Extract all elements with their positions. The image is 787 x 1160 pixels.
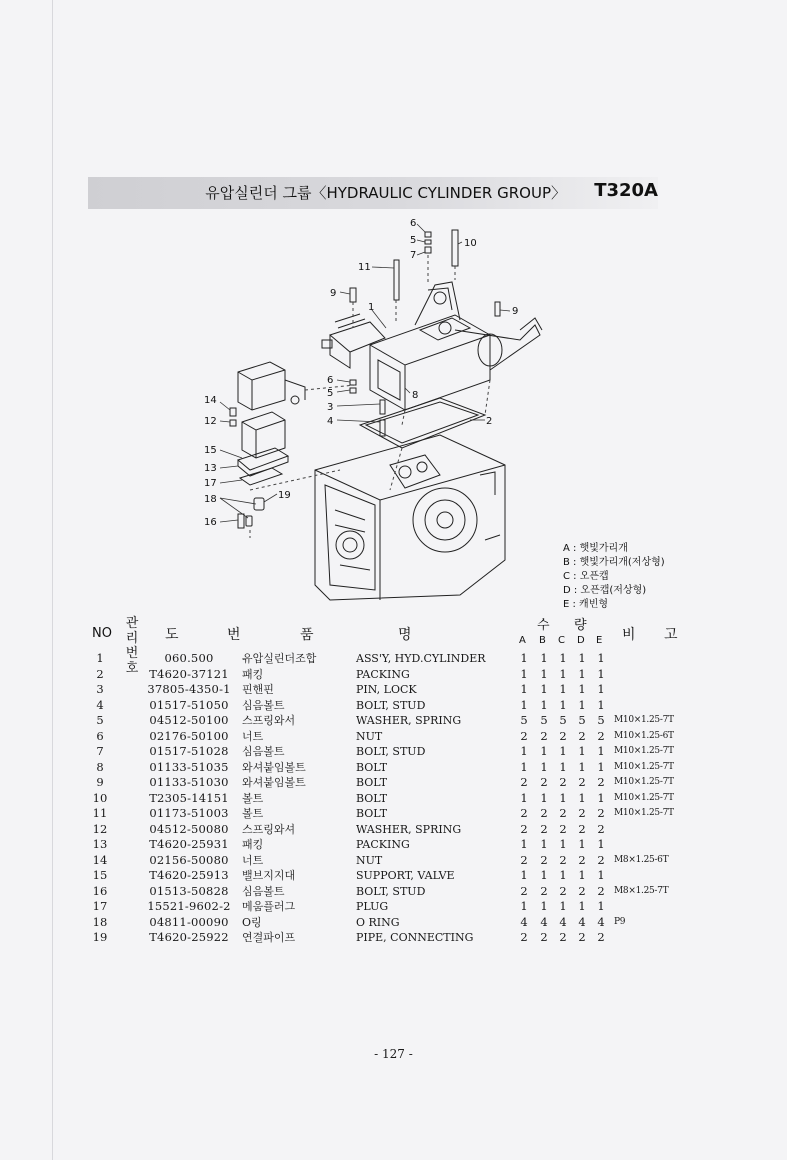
row-qty-e: 1 xyxy=(597,666,605,681)
row-qty-b: 2 xyxy=(540,930,548,944)
row-no: 5 xyxy=(96,713,104,727)
row-no: 13 xyxy=(92,837,108,851)
row-qty-e: 1 xyxy=(597,697,605,712)
row-qty-d: 2 xyxy=(578,821,586,836)
row-korean-name: O링 xyxy=(242,915,262,929)
row-qty-a: 2 xyxy=(520,883,528,898)
row-qty-e: 2 xyxy=(597,930,605,944)
row-qty-e: 1 xyxy=(597,790,605,805)
header-no: NO xyxy=(92,626,112,641)
row-qty-a: 2 xyxy=(520,806,528,820)
row-qty-b: 1 xyxy=(540,682,548,696)
row-qty-d: 2 xyxy=(578,728,586,743)
row-drawing-code: 02176-50100 xyxy=(149,728,229,743)
row-qty-b: 1 xyxy=(540,651,548,665)
row-qty-a: 1 xyxy=(520,837,528,851)
header-part-name-1: 품 xyxy=(300,627,314,643)
row-korean-name: 심음볼트 xyxy=(242,745,285,758)
row-drawing-code: 37805-4350-1 xyxy=(147,682,231,696)
row-qty-c: 1 xyxy=(559,744,567,758)
row-no: 19 xyxy=(92,930,108,944)
row-qty-b: 2 xyxy=(540,728,548,743)
callout-8: 8 xyxy=(412,390,419,401)
callout-11: 11 xyxy=(358,262,371,273)
row-qty-e: 1 xyxy=(597,759,605,774)
row-qty-a: 1 xyxy=(520,651,528,665)
row-qty-c: 1 xyxy=(559,837,567,851)
legend-item-e: E : 캐빈형 xyxy=(563,599,609,610)
row-english-name: NUT xyxy=(356,853,383,867)
row-remarks: M10×1.25-7T xyxy=(614,746,674,756)
row-qty-a: 1 xyxy=(520,697,528,712)
row-no: 9 xyxy=(96,775,104,789)
row-qty-c: 2 xyxy=(559,806,567,820)
page-number: - 127 - xyxy=(374,1047,413,1061)
row-qty-d: 1 xyxy=(578,697,586,712)
table-row xyxy=(0,682,787,698)
row-english-name: BOLT xyxy=(356,760,388,774)
row-qty-d: 5 xyxy=(578,713,586,727)
row-qty-b: 2 xyxy=(540,775,548,789)
row-remarks: M10×1.25-7T xyxy=(614,792,674,803)
bolts-drawing xyxy=(230,230,500,528)
row-english-name: BOLT, STUD xyxy=(356,698,426,712)
row-qty-e: 2 xyxy=(597,728,605,743)
model-legend xyxy=(563,542,665,612)
row-qty-a: 1 xyxy=(520,790,528,805)
row-qty-d: 1 xyxy=(578,682,586,696)
header-quantity-1: 수 xyxy=(537,618,550,633)
row-english-name: WASHER, SPRING xyxy=(356,714,462,727)
row-korean-name: 심음볼트 xyxy=(242,884,285,898)
row-qty-c: 1 xyxy=(559,651,567,665)
row-drawing-code: 01517-51050 xyxy=(149,697,229,712)
section-banner xyxy=(88,177,658,209)
row-qty-c: 2 xyxy=(559,883,567,898)
row-qty-b: 5 xyxy=(540,713,548,727)
section-title: 유압실린더 그룹〈HYDRAULIC CYLINDER GROUP〉 xyxy=(205,184,566,202)
row-qty-e: 2 xyxy=(597,821,605,836)
row-drawing-code: T2305-14151 xyxy=(149,790,229,805)
table-row xyxy=(0,791,787,807)
row-english-name: PLUG xyxy=(356,900,389,913)
row-qty-a: 1 xyxy=(520,666,528,681)
row-qty-e: 1 xyxy=(597,868,605,882)
row-qty-c: 2 xyxy=(559,821,567,836)
row-qty-d: 1 xyxy=(578,666,586,681)
row-qty-e: 5 xyxy=(597,713,605,727)
row-remarks: M10×1.25-7T xyxy=(614,808,674,818)
row-qty-c: 2 xyxy=(559,852,567,867)
row-qty-e: 1 xyxy=(597,682,605,696)
row-qty-a: 4 xyxy=(520,914,528,929)
row-qty-c: 2 xyxy=(559,775,567,789)
row-drawing-code: T4620-25931 xyxy=(149,837,229,851)
row-qty-b: 1 xyxy=(540,837,548,851)
table-row xyxy=(0,729,787,745)
row-qty-d: 1 xyxy=(578,837,586,851)
header-quantity-2: 량 xyxy=(574,618,587,633)
callout-10: 10 xyxy=(464,238,477,249)
row-qty-b: 1 xyxy=(540,868,548,882)
row-qty-e: 2 xyxy=(597,775,605,789)
row-qty-d: 1 xyxy=(578,790,586,805)
row-remarks: M10×1.25-7T xyxy=(614,777,674,787)
row-qty-a: 1 xyxy=(520,899,528,913)
row-qty-c: 1 xyxy=(559,759,567,774)
row-korean-name: 와셔붙임볼트 xyxy=(242,760,306,774)
row-english-name: BOLT xyxy=(356,807,388,820)
row-qty-b: 4 xyxy=(540,914,548,929)
parts-table-body xyxy=(0,651,787,946)
hydraulic-cylinder-drawing xyxy=(322,282,542,410)
table-row xyxy=(0,698,787,714)
row-qty-a: 2 xyxy=(520,728,528,743)
row-korean-name: 유압실린더조합 xyxy=(242,652,317,665)
valve-assembly-drawing xyxy=(238,362,305,526)
row-drawing-code: 01133-51035 xyxy=(149,759,229,774)
row-drawing-code: 04512-50100 xyxy=(149,713,229,727)
row-english-name: NUT xyxy=(356,729,383,743)
callout-6a: 6 xyxy=(410,218,417,229)
callout-5b: 5 xyxy=(327,388,334,399)
header-remarks: 비 고 xyxy=(622,627,690,643)
header-part-name-2: 명 xyxy=(398,627,412,643)
row-qty-c: 1 xyxy=(559,697,567,712)
row-qty-d: 1 xyxy=(578,744,586,758)
row-qty-c: 2 xyxy=(559,728,567,743)
row-remarks: P9 xyxy=(614,916,626,927)
row-qty-a: 2 xyxy=(520,821,528,836)
table-row xyxy=(0,651,787,667)
callout-18: 18 xyxy=(204,494,217,505)
row-no: 11 xyxy=(92,806,108,820)
row-korean-name: 패킹 xyxy=(242,838,264,851)
row-english-name: O RING xyxy=(356,915,400,929)
callout-5a: 5 xyxy=(410,235,417,246)
row-no: 1 xyxy=(96,651,104,665)
row-remarks: M10×1.25-7T xyxy=(614,715,674,725)
callout-12: 12 xyxy=(204,416,217,427)
callout-13: 13 xyxy=(204,463,217,474)
row-qty-b: 2 xyxy=(540,883,548,898)
header-col-a: A xyxy=(519,635,526,646)
row-qty-e: 1 xyxy=(597,899,605,913)
header-col-c: C xyxy=(558,635,565,646)
table-row xyxy=(0,915,787,931)
callout-7a: 7 xyxy=(410,250,417,261)
row-drawing-code: 060.500 xyxy=(164,651,214,665)
legend-item-a: A : 햇빛가리개 xyxy=(563,543,628,554)
row-drawing-code: T4620-25922 xyxy=(149,930,229,944)
row-qty-d: 1 xyxy=(578,759,586,774)
callout-19: 19 xyxy=(278,490,291,501)
header-management-bottom: 번 호 xyxy=(125,646,139,676)
row-qty-c: 2 xyxy=(559,930,567,944)
table-row xyxy=(0,822,787,838)
row-english-name: BOLT xyxy=(356,776,388,789)
row-english-name: WASHER, SPRING xyxy=(356,822,462,836)
row-qty-b: 1 xyxy=(540,790,548,805)
row-english-name: BOLT, STUD xyxy=(356,884,426,898)
row-no: 2 xyxy=(96,666,104,681)
row-english-name: SUPPORT, VALVE xyxy=(356,869,455,882)
table-row xyxy=(0,899,787,915)
table-row xyxy=(0,760,787,776)
table-row xyxy=(0,930,787,946)
row-qty-d: 1 xyxy=(578,899,586,913)
row-drawing-code: 01173-51003 xyxy=(149,806,229,820)
table-row xyxy=(0,884,787,900)
row-remarks: M8×1.25-6T xyxy=(614,854,669,865)
row-no: 3 xyxy=(96,682,104,696)
row-korean-name: 패킹 xyxy=(242,667,264,681)
row-drawing-code: 02156-50080 xyxy=(149,852,229,867)
row-no: 8 xyxy=(96,759,104,774)
row-qty-c: 5 xyxy=(559,713,567,727)
callout-9b: 9 xyxy=(512,306,519,317)
row-qty-c: 1 xyxy=(559,790,567,805)
table-row xyxy=(0,868,787,884)
header-col-d: D xyxy=(577,635,585,646)
row-no: 12 xyxy=(92,821,108,836)
row-qty-e: 1 xyxy=(597,651,605,665)
row-qty-e: 1 xyxy=(597,744,605,758)
header-col-b: B xyxy=(539,635,546,646)
row-qty-b: 1 xyxy=(540,697,548,712)
table-row xyxy=(0,744,787,760)
row-qty-a: 2 xyxy=(520,852,528,867)
row-english-name: BOLT, STUD xyxy=(356,745,426,758)
gasket-drawing xyxy=(360,398,485,448)
table-row xyxy=(0,853,787,869)
row-drawing-code: T4620-25913 xyxy=(149,868,229,882)
row-no: 4 xyxy=(96,697,104,712)
callout-16: 16 xyxy=(204,517,217,528)
row-qty-e: 1 xyxy=(597,837,605,851)
row-drawing-code: 01133-51030 xyxy=(149,775,229,789)
row-english-name: PACKING xyxy=(356,667,410,681)
header-col-e: E xyxy=(596,635,603,646)
row-qty-d: 1 xyxy=(578,651,586,665)
row-qty-b: 1 xyxy=(540,744,548,758)
row-english-name: PIPE, CONNECTING xyxy=(356,931,474,944)
callout-14: 14 xyxy=(204,395,217,406)
row-korean-name: 심음볼트 xyxy=(242,698,285,712)
page-edge-line xyxy=(52,0,53,1160)
row-english-name: PIN, LOCK xyxy=(356,683,417,696)
row-drawing-code: 01517-51028 xyxy=(149,744,229,758)
row-korean-name: 와셔붙임볼트 xyxy=(242,776,306,789)
callout-15: 15 xyxy=(204,445,217,456)
row-qty-d: 2 xyxy=(578,775,586,789)
row-english-name: PACKING xyxy=(356,838,410,851)
row-qty-d: 2 xyxy=(578,806,586,820)
row-no: 6 xyxy=(96,728,104,743)
row-korean-name: 너트 xyxy=(242,729,264,743)
header-drawing-no: 도 번 xyxy=(165,627,263,643)
legend-item-c: C : 오픈캡 xyxy=(563,571,609,582)
row-qty-b: 2 xyxy=(540,806,548,820)
table-row xyxy=(0,667,787,683)
table-row xyxy=(0,713,787,729)
row-qty-e: 2 xyxy=(597,806,605,820)
row-korean-name: 핀핸핀 xyxy=(242,683,274,696)
callout-1: 1 xyxy=(368,302,375,313)
row-qty-a: 5 xyxy=(520,713,528,727)
row-korean-name: 볼트 xyxy=(242,791,264,805)
table-row xyxy=(0,806,787,822)
callout-9a: 9 xyxy=(330,288,337,299)
row-qty-b: 1 xyxy=(540,759,548,774)
row-qty-a: 1 xyxy=(520,759,528,774)
row-drawing-code: T4620-37121 xyxy=(149,666,229,681)
row-english-name: ASS'Y, HYD.CYLINDER xyxy=(356,652,486,665)
table-row xyxy=(0,775,787,791)
callout-2: 2 xyxy=(486,416,493,427)
row-korean-name: 너트 xyxy=(242,853,264,867)
row-korean-name: 스프링와셔 xyxy=(242,822,296,836)
row-qty-c: 1 xyxy=(559,682,567,696)
row-qty-b: 2 xyxy=(540,852,548,867)
row-drawing-code: 01513-50828 xyxy=(149,883,229,898)
row-korean-name: 볼트 xyxy=(242,807,264,820)
row-qty-b: 2 xyxy=(540,821,548,836)
row-qty-e: 2 xyxy=(597,852,605,867)
row-qty-a: 2 xyxy=(520,930,528,944)
row-qty-d: 2 xyxy=(578,930,586,944)
row-no: 14 xyxy=(92,852,108,867)
row-qty-a: 1 xyxy=(520,868,528,882)
row-english-name: BOLT xyxy=(356,791,388,805)
row-qty-c: 1 xyxy=(559,868,567,882)
row-qty-d: 2 xyxy=(578,883,586,898)
row-qty-a: 1 xyxy=(520,682,528,696)
row-drawing-code: 04512-50080 xyxy=(149,821,229,836)
row-remarks: M10×1.25-7T xyxy=(614,761,674,772)
row-remarks: M10×1.25-6T xyxy=(614,730,674,741)
row-qty-c: 1 xyxy=(559,666,567,681)
table-row xyxy=(0,837,787,853)
callout-4: 4 xyxy=(327,416,334,427)
transmission-case-drawing xyxy=(315,435,505,600)
row-qty-d: 1 xyxy=(578,868,586,882)
row-no: 18 xyxy=(92,914,108,929)
row-remarks: M8×1.25-7T xyxy=(614,885,669,896)
row-drawing-code: 15521-9602-2 xyxy=(147,899,231,913)
row-no: 10 xyxy=(92,790,108,805)
legend-item-b: B : 햇빛가리개(저상형) xyxy=(563,557,665,568)
row-no: 17 xyxy=(92,899,108,913)
row-qty-b: 1 xyxy=(540,666,548,681)
header-management-top: 관 리 xyxy=(125,616,139,646)
callout-3: 3 xyxy=(327,402,334,413)
row-korean-name: 메움플러그 xyxy=(242,900,296,913)
legend-item-d: D : 오픈캡(저상형) xyxy=(563,585,647,596)
row-no: 15 xyxy=(92,868,108,882)
model-code: T320A xyxy=(594,180,658,201)
row-qty-b: 1 xyxy=(540,899,548,913)
row-korean-name: 밸브지지대 xyxy=(242,869,296,882)
row-korean-name: 스프링와서 xyxy=(242,714,296,727)
row-drawing-code: 04811-00090 xyxy=(149,914,229,929)
row-qty-a: 1 xyxy=(520,744,528,758)
row-no: 16 xyxy=(92,883,108,898)
row-qty-e: 4 xyxy=(597,914,605,929)
row-qty-c: 1 xyxy=(559,899,567,913)
row-qty-e: 2 xyxy=(597,883,605,898)
callout-6b: 6 xyxy=(327,375,334,386)
exploded-parts-diagram xyxy=(190,210,550,605)
row-qty-a: 2 xyxy=(520,775,528,789)
row-qty-c: 4 xyxy=(559,914,567,929)
row-korean-name: 연결파이프 xyxy=(242,931,296,944)
row-no: 7 xyxy=(96,744,104,758)
row-qty-d: 2 xyxy=(578,852,586,867)
callout-17: 17 xyxy=(204,478,217,489)
row-qty-d: 4 xyxy=(578,914,586,929)
